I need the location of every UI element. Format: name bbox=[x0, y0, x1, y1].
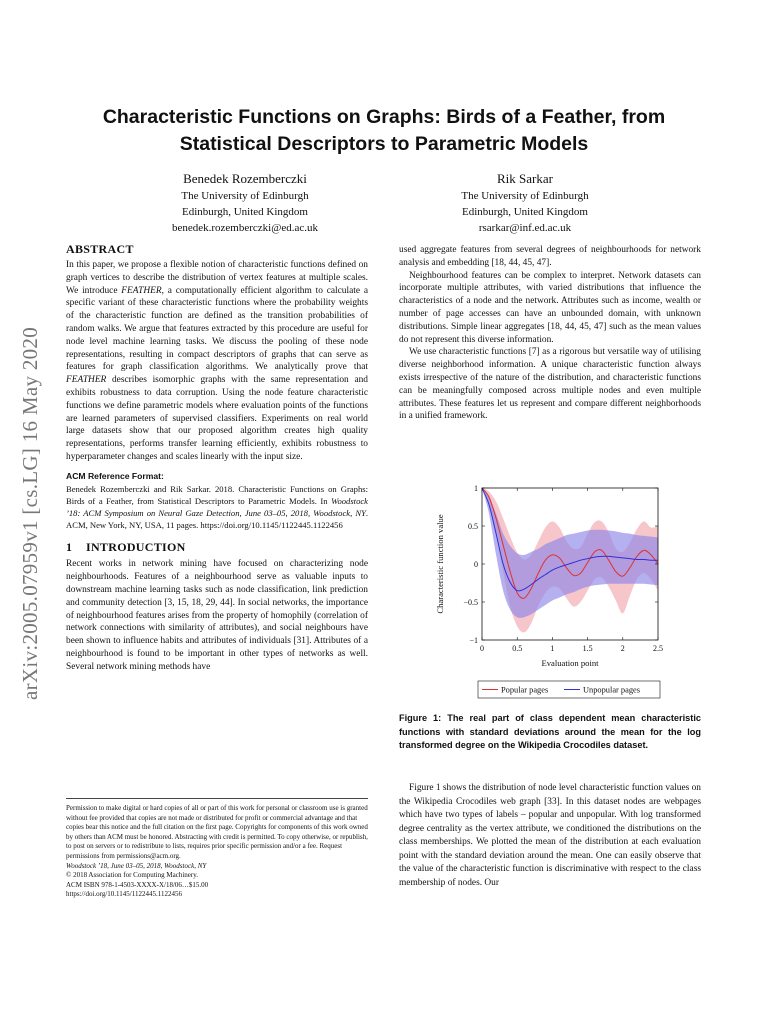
legend-label-unpopular: Unpopular pages bbox=[583, 685, 640, 695]
abstract-text: In this paper, we propose a flexible notion of characteristic functions defined on graph vertices to describe the distribution of vertex features at multiple scales. We introduce FEATHER, a computationally efficient algorithm to calculate a specific variant of these characteristic functions where the probability weights of the characteristic function are defined as the transition probabilities of random walks. We argue that features extracted by this procedure are useful for node level machine learning tasks. We discuss the pooling of these node representations, resulting in compact descriptors of graphs that can serve as features for graph classification algorithms. We analytically prove that FEATHER describes isomorphic graphs with the same representation and exhibits robustness to data corruption. Using the node feature characteristic functions we define parametric models where evaluation points of the functions are learned parameters of supervised classifiers. Experiments on real world large datasets show that our proposed algorithm creates high quality representations, performs transfer learning efficiently, exhibits robustness to hyperparameter changes and scales linearly with the input size. bbox=[66, 260, 368, 462]
author-affiliation: The University of Edinburgh bbox=[461, 190, 589, 202]
footnote-doi: https://doi.org/10.1145/1122445.1122456 bbox=[66, 890, 182, 899]
figure-caption: Figure 1: The real part of class dependent mean characteristic functions with standard deviations around the mean for the log transformed degree on the Wikipedia Crocodiles dataset. bbox=[399, 713, 701, 751]
x-tick-label: 2.5 bbox=[653, 644, 663, 653]
std-bands bbox=[482, 488, 658, 632]
legend-label-popular: Popular pages bbox=[501, 685, 549, 695]
x-tick-label: 1 bbox=[550, 644, 555, 653]
author-name: Rik Sarkar bbox=[497, 171, 553, 186]
author-block-2 bbox=[400, 170, 650, 236]
footnote-isbn: ACM ISBN 978-1-4503-XXXX-X/18/06…$15.00 bbox=[66, 880, 209, 889]
author-affiliation: The University of Edinburgh bbox=[181, 190, 309, 202]
y-axis-label: Characteristic function value bbox=[435, 514, 445, 614]
x-tick-label: 0.5 bbox=[512, 644, 523, 653]
y-tick-label: 1 bbox=[474, 484, 478, 493]
x-tick-label: 1.5 bbox=[582, 644, 593, 653]
acm-reference-heading: ACM Reference Format: bbox=[66, 470, 164, 481]
author-location: Edinburgh, United Kingdom bbox=[462, 206, 588, 218]
title-line-2: Statistical Descriptors to Parametric Models bbox=[179, 133, 589, 155]
footnote-copyright: © 2018 Association for Computing Machinery. bbox=[66, 871, 199, 880]
arxiv-identifier: arXiv:2005.07959v1 [cs.LG] 16 May 2020 bbox=[18, 326, 42, 700]
x-tick-label: 0 bbox=[480, 644, 484, 653]
footnote-venue: Woodstock ’18, June 03–05, 2018, Woodstock, NY bbox=[66, 861, 207, 870]
acm-reference-text: Benedek Rozemberczki and Rik Sarkar. 2018. Characteristic Functions on Graphs: Birds of a Feather, from Statistical Descriptors to Parametric Models. In Woodstock ’18: ACM Symposium on Neural Gaze Detection, June 03–05, 2018, Woodstock, NY. ACM, New York, NY, USA, 11 pages. https://doi.org/10.1145/1122445.1122456 bbox=[66, 483, 368, 530]
x-tick-label: 2 bbox=[620, 644, 625, 653]
paragraph: used aggregate features from several degrees of neighbourhoods for network analysis and embedding [18, 44, 45, 47]. bbox=[399, 245, 701, 268]
author-name: Benedek Rozemberczki bbox=[183, 171, 307, 186]
figure-1-chart bbox=[399, 478, 701, 706]
y-tick-label: 0.5 bbox=[468, 522, 478, 531]
permission-text: Permission to make digital or hard copies of all or part of this work for personal or classroom use is granted without fee provided that copies are not made or distributed for profit or commercial advantage and that copies bear this notice and the full citation on the first page. Copyrights for components of this work owned by others than ACM must be honored. Abstracting with credit is permitted. To copy otherwise, or republish, to post on servers or to redistribute to lists, requires prior specific permission and/or a fee. Request permissions from permissions@acm.org. bbox=[66, 804, 368, 860]
title-line-1: Characteristic Functions on Graphs: Birds of a Feather, from bbox=[102, 106, 666, 128]
paragraph: We use characteristic functions [7] as a rigorous but versatile way of utilising diverse neighborhood information. A unique characteristic function always exists irrespective of the nature of the distribution, and characteristic functions can be meaningfully composed across multiple nodes and even multiple attributes. These features let us represent and compare different neighborhoods in a unified framework. bbox=[399, 347, 701, 422]
paper-title bbox=[60, 104, 708, 158]
author-email: rsarkar@inf.ed.ac.uk bbox=[478, 222, 572, 234]
figure-discussion-text: Figure 1 shows the distribution of node level characteristic function values on the Wikipedia Crocodiles web graph [33]. In this dataset nodes are webpages which have two types of labels – popular and unpopular. With log transformed degree centrality as the vertex attribute, we conditioned the distributions on the class memberships. We plotted the mean of the distribution at each evaluation point with the standard deviation around the mean. One can easily observe that the value of the characteristic function is discriminative with respect to the class membership of nodes. Our bbox=[399, 783, 701, 888]
chart-legend bbox=[478, 681, 660, 698]
left-column bbox=[66, 242, 368, 674]
author-location: Edinburgh, United Kingdom bbox=[182, 206, 308, 218]
copyright-footnote bbox=[66, 798, 368, 900]
y-tick-label: −0.5 bbox=[463, 598, 478, 607]
right-column bbox=[399, 244, 701, 423]
abstract-heading: ABSTRACT bbox=[66, 242, 134, 256]
paragraph: Neighbourhood features can be complex to interpret. Network datasets can incorporate multiple attributes, with varied distributions that influence the characteristics of a node and the network. Attributes such as income, wealth or number of page accesses can have an unbounded domain, with unknown distributions. Simple linear aggregates [18, 44, 45, 47] such as the mean values do not represent this diverse information. bbox=[399, 270, 701, 345]
author-block-1 bbox=[120, 170, 370, 236]
author-email: benedek.rozemberczki@ed.ac.uk bbox=[171, 222, 319, 234]
y-tick-label: −1 bbox=[469, 636, 478, 645]
intro-text: Recent works in network mining have focused on characterizing node neighbourhoods. Features of a neighbourhood serve as valuable inputs to downstream machine learning tasks such as node classification, link prediction and community detection [3, 15, 18, 29, 44]. In social networks, the importance of neighbourhood features arises from the property of homophily (correlation of network connections with similarity of attributes), and social neighbours have been shown to influence habits and attributes of individuals [31]. Attributes of a neighbourhood is found to be important in other types of networks as well. Several network mining methods have bbox=[66, 559, 368, 672]
y-tick-label: 0 bbox=[474, 560, 478, 569]
intro-heading: 1 INTRODUCTION bbox=[66, 539, 186, 554]
x-axis-label: Evaluation point bbox=[541, 658, 599, 668]
